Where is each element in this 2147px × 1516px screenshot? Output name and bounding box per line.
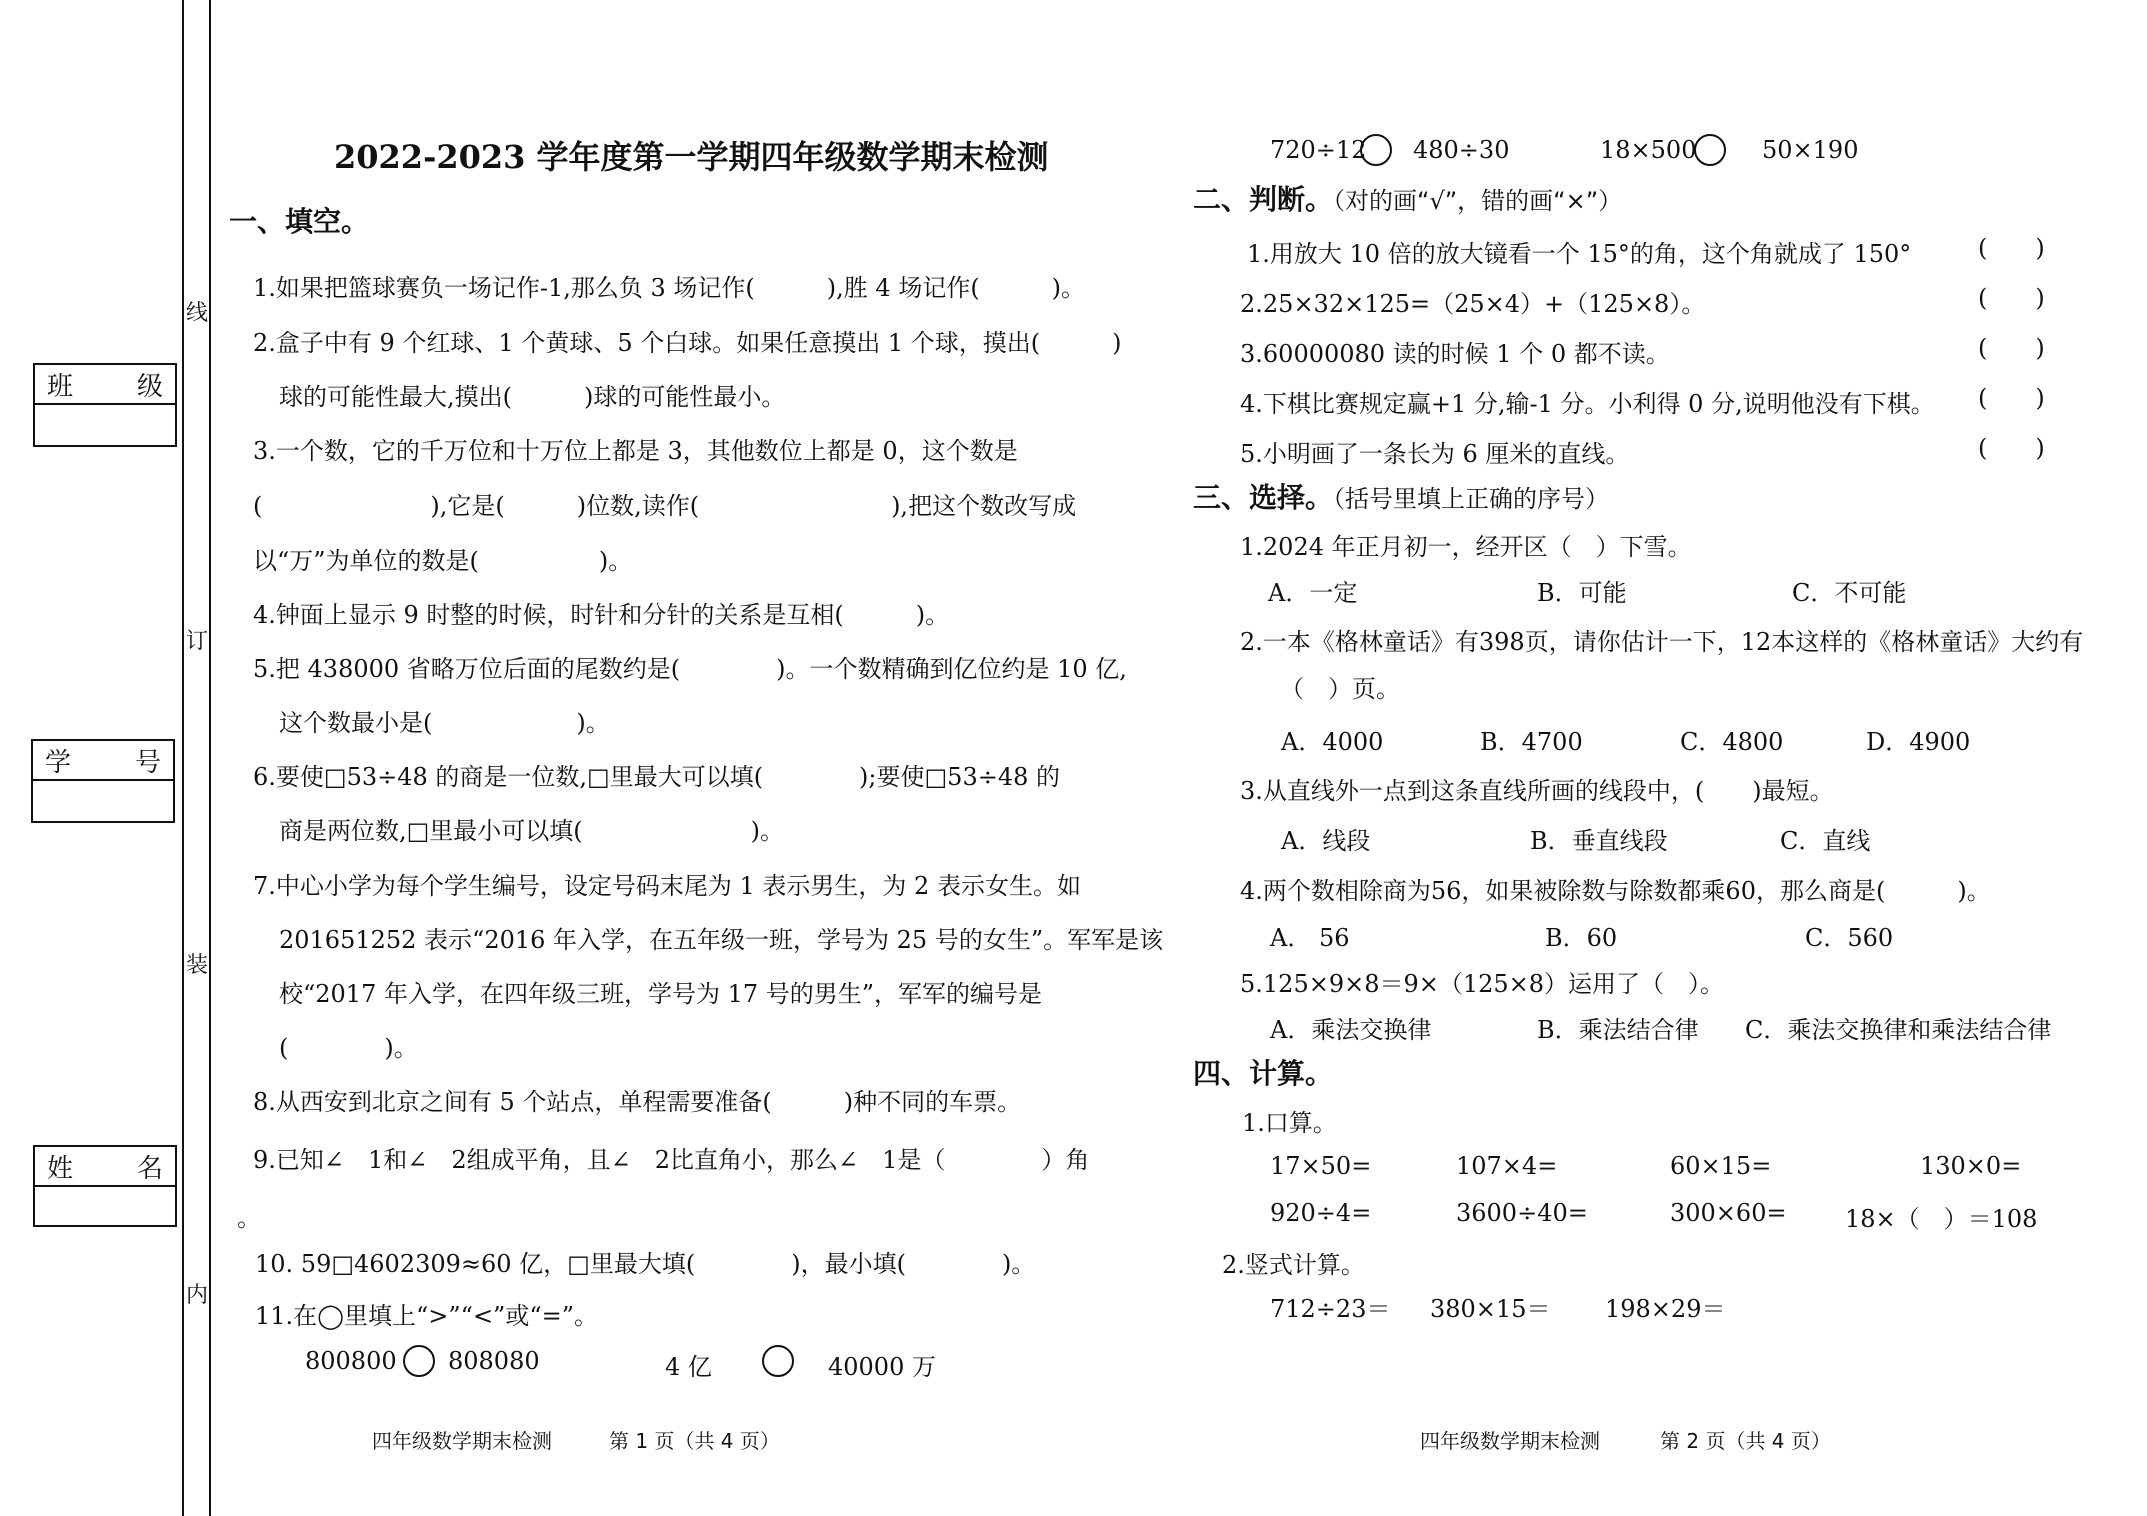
judge-q2: 2.25×32×125=（25×4）+（125×8）。 [1240, 290, 1706, 318]
compare-a-left: 800800 [305, 1347, 397, 1375]
judge-q5: 5.小明画了一条长为 6 厘米的直线。 [1240, 440, 1630, 468]
mental-7: 300×60= [1670, 1199, 1787, 1227]
class-box [33, 363, 177, 447]
fill-q11: 11.在◯里填上“>”“<”或“=”。 [255, 1302, 598, 1330]
compare-circle-4[interactable] [1694, 134, 1726, 166]
section-fill-blank-heading: 一、填空。 [229, 205, 370, 238]
fill-q2-cont: 球的可能性最大,摸出( )球的可能性最小。 [279, 383, 786, 411]
choice-q4: 4.两个数相除商为56，如果被除数与除数都乘60，那么商是( )。 [1240, 877, 1991, 905]
fill-q7-cont: 201651252 表示“2016 年入学，在五年级一班，学号为 25 号的女生”。军军是该 [279, 926, 1164, 954]
judge-q5-paren[interactable]: ( ) [1978, 434, 2045, 462]
judge-q2-paren[interactable]: ( ) [1978, 284, 2045, 312]
choice-q3: 3.从直线外一点到这条直线所画的线段中，( )最短。 [1240, 777, 1834, 805]
fill-q5: 5.把 438000 省略万位后面的尾数约是( )。一个数精确到亿位约是 10 亿, [253, 655, 1127, 683]
choice-q4-opt-a[interactable]: A． 56 [1270, 924, 1350, 952]
fill-q3-cont: ( ),它是( )位数,读作( ),把这个数改写成 [253, 492, 1077, 520]
choice-q4-opt-b[interactable]: B．60 [1545, 924, 1618, 952]
compare-circle-3[interactable] [1360, 134, 1392, 166]
mental-4: 130×0= [1920, 1152, 2022, 1180]
calc-mental-label: 1.口算。 [1242, 1109, 1337, 1137]
fill-q8: 8.从西安到北京之间有 5 个站点，单程需要准备( )种不同的车票。 [253, 1088, 1022, 1116]
judge-q4-paren[interactable]: ( ) [1978, 384, 2045, 412]
fill-q9: 9.已知∠ 1和∠ 2组成平角，且∠ 2比直角小，那么∠ 1是（ ）角 [253, 1146, 1090, 1174]
page1-footer-name: 四年级数学期末检测 [372, 1429, 552, 1453]
vertical-2: 380×15＝ [1430, 1295, 1551, 1323]
compare-b-right: 40000 万 [828, 1353, 936, 1381]
fill-q6-cont: 商是两位数,□里最小可以填( )。 [279, 817, 785, 845]
fill-q7-cont3: ( )。 [279, 1034, 418, 1062]
choice-q5-opt-a[interactable]: A．乘法交换律 [1270, 1016, 1432, 1044]
binding-char-zhuang: 装 [186, 953, 209, 978]
choice-q3-opt-b[interactable]: B．垂直线段 [1530, 827, 1668, 855]
choice-q1-opt-c[interactable]: C．不可能 [1792, 579, 1907, 607]
compare-circle-1[interactable] [403, 1345, 435, 1377]
section-judge-heading: 二、判断。（对的画“√”，错的画“×”） [1193, 183, 1623, 216]
vertical-1: 712÷23＝ [1270, 1295, 1391, 1323]
judge-q1-paren[interactable]: ( ) [1978, 234, 2045, 262]
fill-q10: 10. 59□4602309≈60 亿，□里最大填( )，最小填( )。 [255, 1250, 1036, 1278]
binding-char-xian: 线 [186, 301, 209, 326]
choice-q1-opt-b[interactable]: B．可能 [1537, 579, 1627, 607]
vertical-3: 198×29＝ [1605, 1295, 1726, 1323]
name-label: 姓 名 [35, 1147, 175, 1187]
fill-q5-cont: 这个数最小是( )。 [279, 709, 610, 737]
judge-q4: 4.下棋比赛规定赢+1 分,输-1 分。小利得 0 分,说明他没有下棋。 [1240, 390, 1935, 418]
page2-footer-number: 第 2 页（共 4 页） [1660, 1429, 1831, 1453]
mental-2: 107×4= [1456, 1152, 1558, 1180]
mental-3: 60×15= [1670, 1152, 1772, 1180]
fill-q7: 7.中心小学为每个学生编号，设定号码末尾为 1 表示男生，为 2 表示女生。如 [253, 872, 1081, 900]
binding-char-ding: 订 [186, 629, 209, 654]
judge-q3-paren[interactable]: ( ) [1978, 334, 2045, 362]
name-box [33, 1145, 177, 1227]
choice-q2-cont: （ ）页。 [1280, 675, 1400, 703]
fill-q9-cont: 。 [237, 1204, 261, 1232]
fill-q3: 3.一个数，它的千万位和十万位上都是 3，其他数位上都是 0，这个数是 [253, 437, 1018, 465]
calc-vertical-label: 2.竖式计算。 [1222, 1251, 1365, 1279]
judge-q3: 3.60000080 读的时候 1 个 0 都不读。 [1240, 340, 1670, 368]
compare-c-left: 720÷12 [1270, 136, 1367, 164]
choice-q5-opt-c[interactable]: C．乘法交换律和乘法结合律 [1745, 1016, 2052, 1044]
student-id-box [31, 739, 175, 823]
mental-6: 3600÷40= [1456, 1199, 1588, 1227]
choice-q4-opt-c[interactable]: C．560 [1805, 924, 1894, 952]
compare-d-left: 18×500 [1600, 136, 1697, 164]
fill-q6: 6.要使□53÷48 的商是一位数,□里最大可以填( );要使□53÷48 的 [253, 763, 1060, 791]
choice-q2-opt-b[interactable]: B．4700 [1480, 728, 1583, 756]
mental-8: 18×（ ）＝108 [1845, 1205, 2038, 1233]
student-id-label: 学 号 [33, 741, 173, 781]
compare-b-left: 4 亿 [665, 1353, 712, 1381]
page2-footer-name: 四年级数学期末检测 [1420, 1429, 1600, 1453]
page1-footer-number: 第 1 页（共 4 页） [609, 1429, 780, 1453]
binding-line-outer [182, 0, 184, 1516]
compare-c-right: 480÷30 [1413, 136, 1510, 164]
fill-q2: 2.盒子中有 9 个红球、1 个黄球、5 个白球。如果任意摸出 1 个球，摸出( ) [253, 329, 1122, 357]
compare-a-right: 808080 [448, 1347, 540, 1375]
mental-5: 920÷4= [1270, 1199, 1372, 1227]
compare-circle-2[interactable] [762, 1345, 794, 1377]
fill-q3-cont2: 以“万”为单位的数是( )。 [253, 547, 633, 575]
choice-q5: 5.125×9×8＝9×（125×8）运用了（ ）。 [1240, 970, 1725, 998]
binding-line-inner [209, 0, 211, 1516]
choice-q2-opt-a[interactable]: A．4000 [1281, 728, 1384, 756]
compare-d-right: 50×190 [1762, 136, 1859, 164]
choice-q3-opt-c[interactable]: C．直线 [1780, 827, 1871, 855]
choice-q1-opt-a[interactable]: A．一定 [1268, 579, 1358, 607]
fill-q7-cont2: 校“2017 年入学，在四年级三班，学号为 17 号的男生”，军军的编号是 [279, 980, 1043, 1008]
page-title: 2022-2023 学年度第一学期四年级数学期末检测 [334, 138, 1049, 176]
section-choice-heading: 三、选择。（括号里填上正确的序号） [1193, 481, 1610, 514]
judge-q1: 1.用放大 10 倍的放大镜看一个 15°的角，这个角就成了 150° [1247, 240, 1912, 268]
mental-1: 17×50= [1270, 1152, 1372, 1180]
fill-q1: 1.如果把篮球赛负一场记作-1,那么负 3 场记作( ),胜 4 场记作( )。 [253, 274, 1086, 302]
choice-q2-opt-d[interactable]: D．4900 [1866, 728, 1971, 756]
class-label: 班 级 [35, 365, 175, 405]
choice-q5-opt-b[interactable]: B．乘法结合律 [1537, 1016, 1699, 1044]
choice-q2: 2.一本《格林童话》有398页，请你估计一下，12本这样的《格林童话》大约有 [1240, 628, 2084, 656]
fill-q4: 4.钟面上显示 9 时整的时候，时针和分针的关系是互相( )。 [253, 601, 950, 629]
choice-q1: 1.2024 年正月初一，经开区（ ）下雪。 [1240, 533, 1692, 561]
choice-q2-opt-c[interactable]: C．4800 [1680, 728, 1784, 756]
binding-char-nei: 内 [186, 1283, 209, 1308]
choice-q3-opt-a[interactable]: A．线段 [1281, 827, 1371, 855]
section-calc-heading: 四、计算。 [1193, 1057, 1334, 1090]
